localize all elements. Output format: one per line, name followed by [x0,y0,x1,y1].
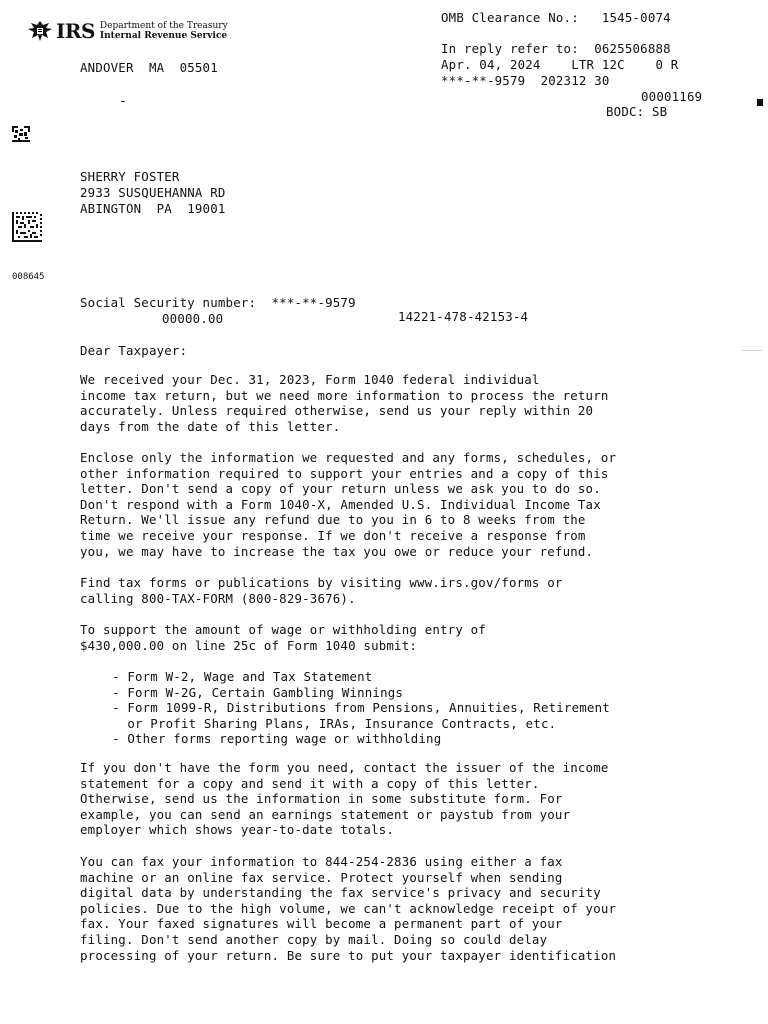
bodc-code: BODC: SB [606,104,668,119]
recipient-city: ABINGTON PA 19001 [80,201,226,216]
paragraph-substitute-form: If you don't have the form you need, contact the issuer of the income statement for a copy and send it with a copy of this letter. Otherwise, send us the information in some substitute form. For example, you can send an earnings statement or paystub from your employer which shows year-to-date totals. [80,760,609,838]
list-item: - Other forms reporting wage or withholding [112,731,442,747]
recipient-street: 2933 SUSQUEHANNA RD [80,185,226,200]
omb-clearance: OMB Clearance No.: 1545-0074 [441,10,671,25]
list-item: - Form W-2G, Certain Gambling Winnings [112,684,404,700]
reply-reference: In reply refer to: 0625506888 [441,41,671,56]
recipient-name: SHERRY FOSTER [80,169,180,184]
salutation: Dear Taxpayer: [80,343,188,358]
side-code: 008645 [12,272,45,282]
ssn-tax-period: ***-**-9579 202312 30 [441,73,610,88]
irs-logo [27,20,228,42]
letter-date-type: Apr. 04, 2024 LTR 12C 0 R [441,57,679,72]
paragraph-tax-forms: Find tax forms or publications by visiting www.irs.gov/forms or calling 800-TAX-FORM (800-829-3676). [80,575,563,606]
paragraph-enclose-instructions: Enclose only the information we requested and any forms, schedules, or other information required to support your entries and a copy of this letter. Don't send a copy of your return unless we ask you to do so. Don't respond with a Form 1040-X, Amended U.S. Individual Income Tax Return. We'll issue any refund due to you in 6 to 8 weeks from the time we receive your response. If we don't receive a response from you, we may have to increase the tax you owe or reduce your refund. [80,450,617,559]
department-name: Department of the Treasury Internal Revenue Service [99,21,228,41]
paragraph-reply-request: We received your Dec. 31, 2023, Form 1040 federal individual income tax return, but we need more information to process the return accurately. Unless required otherwise, send us your reply within 20 days from the date of this letter. [80,372,609,434]
datamatrix-barcode [12,212,42,242]
scan-marker [757,99,763,106]
list-item: or Profit Sharing Plans, IRAs, Insurance Contracts, etc. [112,715,557,731]
paragraph-fax-info: You can fax your information to 844-254-2836 using either a fax machine or an online fax service. Protect yourself when sending digital data by understanding the fax service's privacy and security policies. Due to the high volume, we can't acknowledge receipt of your fax. Your faxed signatures will become a permanent part of your filing. Don't send another copy by mail. Doing so could delay processing of your return. Be sure to put your taxpayer identification [80,854,617,963]
sequence-number: 00001169 [641,89,703,104]
amount-value: 00000.00 [162,311,224,326]
list-item: - Form 1099-R, Distributions from Pensions, Annuities, Retirement [112,700,610,716]
tick-mark [121,101,125,102]
small-barcode [12,126,30,142]
scan-artifact [742,350,762,351]
list-item: - Form W-2, Wage and Tax Statement [112,669,373,684]
sender-city: ANDOVER MA 05501 [80,60,218,75]
irs-wordmark: IRS [56,19,95,43]
eagle-icon [27,20,53,42]
ssn-line: Social Security number: ***-**-9579 [80,295,356,310]
required-forms-list [112,669,610,747]
reference-number: 14221-478-42153-4 [398,309,529,324]
paragraph-wage-support: To support the amount of wage or withholding entry of $430,000.00 on line 25c of Form 1040 submit: [80,622,486,653]
